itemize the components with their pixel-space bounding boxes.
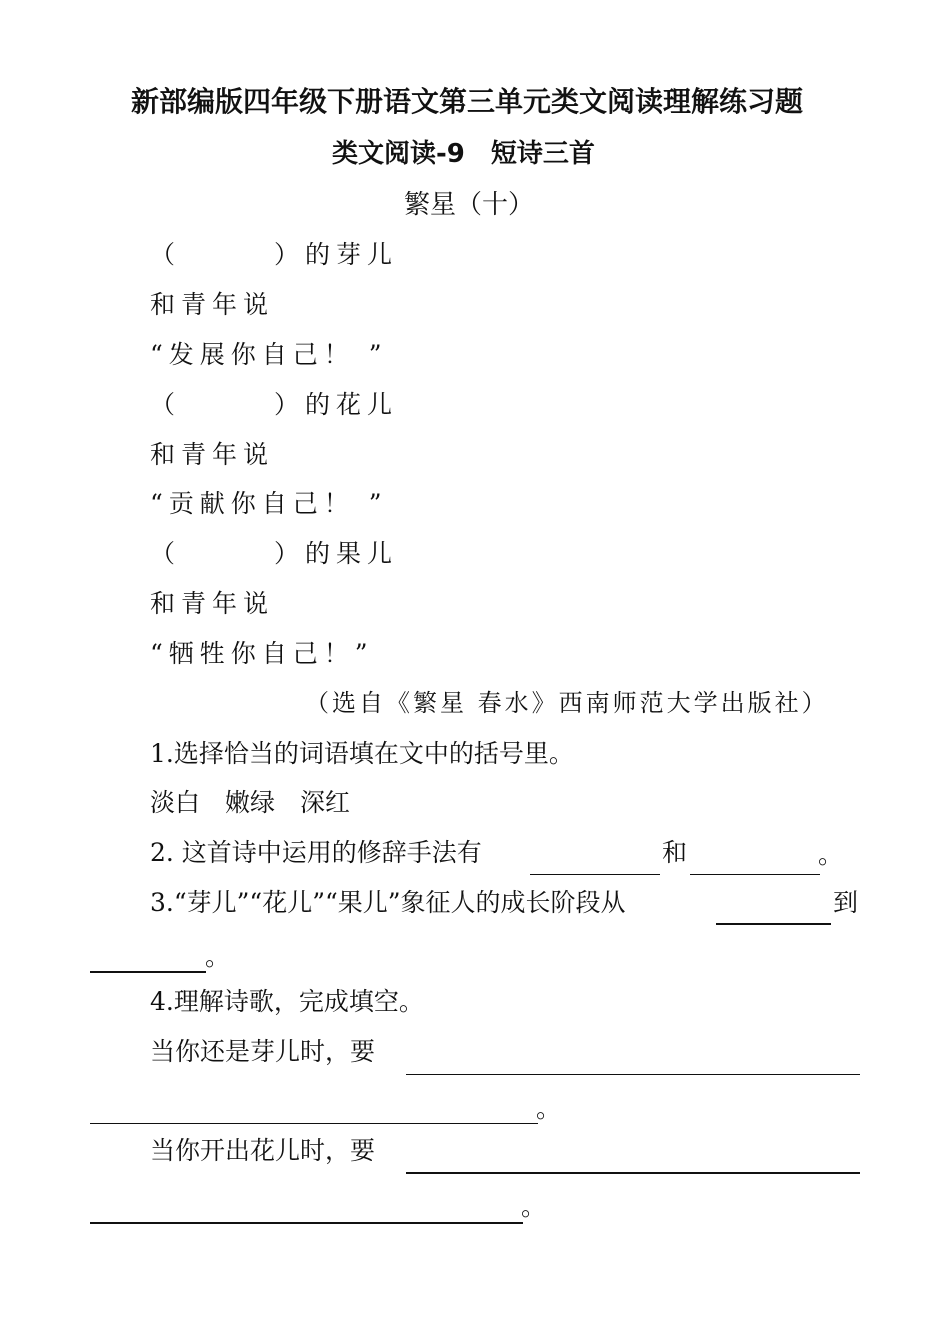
reading-subtitle: 类文阅读-9 短诗三首 (332, 139, 595, 169)
question-2: 2. 这首诗中运用的修辞手法有 (150, 838, 482, 867)
answer-blank-4a-2[interactable] (90, 1123, 538, 1124)
poem-line-1: （ ）的芽儿 (150, 240, 399, 269)
question-4-flower-end: 。 (521, 1192, 547, 1221)
poem-line-7: （ ）的果儿 (150, 539, 399, 568)
question-3-to: 到 (833, 888, 859, 917)
question-4-flower: 当你开出花儿时，要 (150, 1136, 376, 1165)
question-4-sprout: 当你还是芽儿时，要 (150, 1037, 376, 1066)
question-3: 3.“芽儿”“花儿”“果儿”象征人的成长阶段从 (150, 888, 626, 917)
answer-blank-3b[interactable] (90, 971, 206, 973)
poem-line-3: “发展你自己！ ” (150, 340, 388, 369)
answer-blank-4b-2[interactable] (90, 1222, 523, 1224)
question-2-and: 和 (662, 838, 688, 867)
answer-blank-2b[interactable] (690, 874, 820, 875)
poem-line-6: “贡献你自己！ ” (150, 489, 388, 518)
answer-blank-4b-1[interactable] (406, 1172, 860, 1174)
worksheet-title: 新部编版四年级下册语文第三单元类文阅读理解练习题 (131, 85, 804, 118)
poem-source: （选自《繁星 春水》西南师范大学出版社） (305, 689, 829, 717)
question-3-end: 。 (205, 942, 231, 971)
poem-line-8: 和青年说 (150, 589, 275, 618)
question-1-options: 淡白 嫩绿 深红 (150, 788, 351, 817)
poem-line-4: （ ）的花儿 (150, 390, 399, 419)
question-4: 4.理解诗歌，完成填空。 (150, 987, 424, 1016)
answer-blank-2a[interactable] (530, 874, 660, 875)
poem-line-2: 和青年说 (150, 290, 275, 319)
poem-line-9: “牺牲你自己！” (150, 639, 374, 668)
answer-blank-3a[interactable] (716, 923, 831, 925)
poem-line-5: 和青年说 (150, 440, 275, 469)
poem-title: 繁星（十） (404, 190, 535, 220)
question-4-sprout-end: 。 (536, 1094, 562, 1123)
question-1: 1.选择恰当的词语填在文中的括号里。 (150, 739, 574, 768)
answer-blank-4a-1[interactable] (406, 1074, 860, 1075)
question-2-end: 。 (818, 840, 844, 869)
